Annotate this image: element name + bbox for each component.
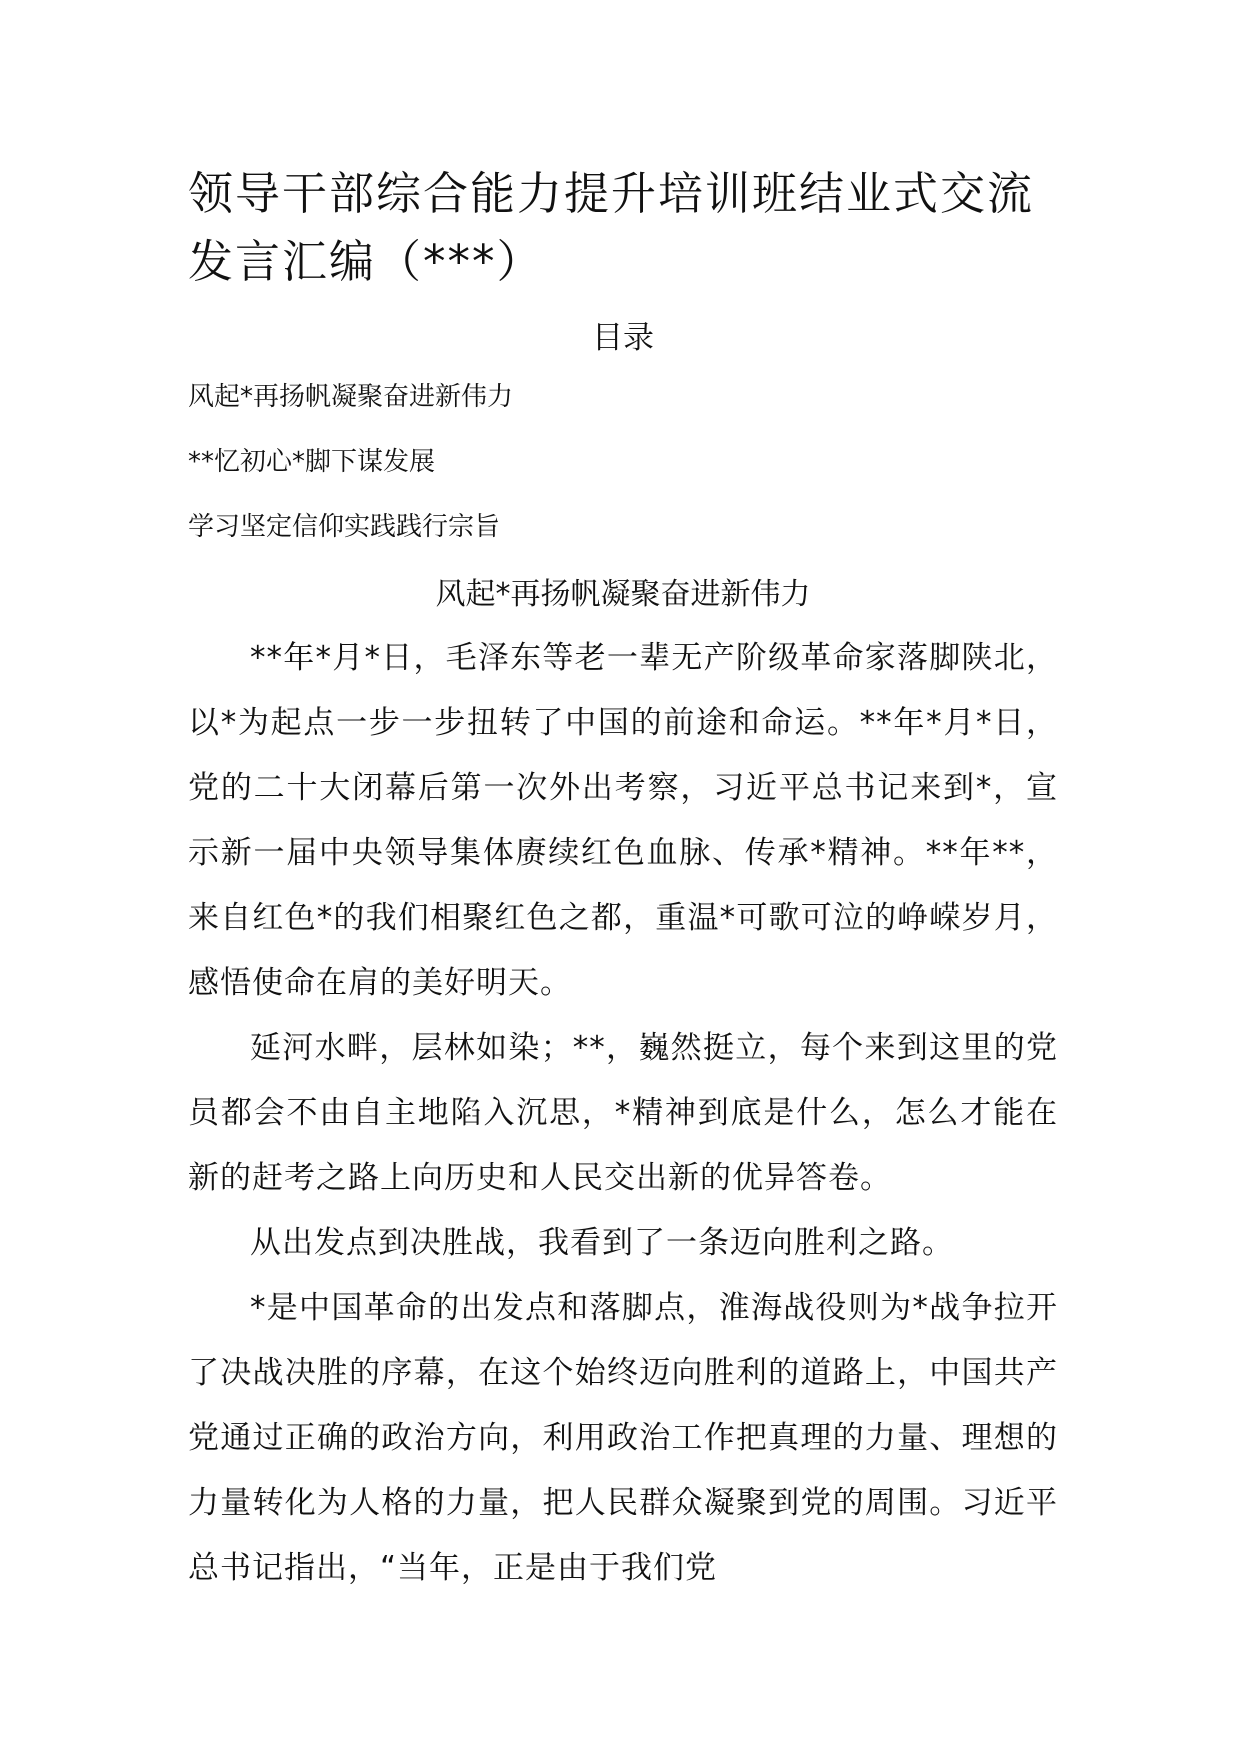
toc-item[interactable]: 学习坚定信仰实践践行宗旨: [188, 512, 501, 542]
document-title: 领导干部综合能力提升培训班结业式交流发言汇编（***）: [188, 167, 1035, 288]
body-paragraph: 延河水畔，层林如染；**，巍然挺立，每个来到这里的党员都会不由自主地陷入沉思，*精神到底是什么，怎么才能在新的赶考之路上向历史和人民交出新的优异答卷。: [188, 1030, 1058, 1196]
toc-heading: 目录: [592, 320, 654, 356]
body-paragraph: *是中国革命的出发点和落脚点，淮海战役则为*战争拉开了决战决胜的序幕，在这个始终迈向胜利的道路上，中国共产党通过正确的政治方向，利用政治工作把真理的力量、理想的力量转化为人格的力量，把人民群众凝聚到党的周围。习近平总书记指出，“当年，正是由于我们党: [188, 1290, 1058, 1586]
document-page: [188, 160, 1058, 1601]
toc-item[interactable]: 风起*再扬帆凝聚奋进新伟力: [188, 382, 514, 412]
toc-item[interactable]: **忆初心*脚下谋发展: [188, 447, 436, 477]
body-paragraph: 从出发点到决胜战，我看到了一条迈向胜利之路。: [250, 1225, 954, 1261]
body-paragraph: **年*月*日，毛泽东等老一辈无产阶级革命家落脚陕北，以*为起点一步一步扭转了中国的前途和命运。**年*月*日，党的二十大闭幕后第一次外出考察，习近平总书记来到*，宣示新一届中央领导集体赓续红色血脉、传承*精神。**年**，来自红色*的我们相聚红色之都，重温*可歌可泣的峥嵘岁月，感悟使命在肩的美好明天。: [188, 640, 1058, 1001]
section-title: 风起*再扬帆凝聚奋进新伟力: [435, 577, 811, 612]
toc-list: [188, 378, 1058, 546]
